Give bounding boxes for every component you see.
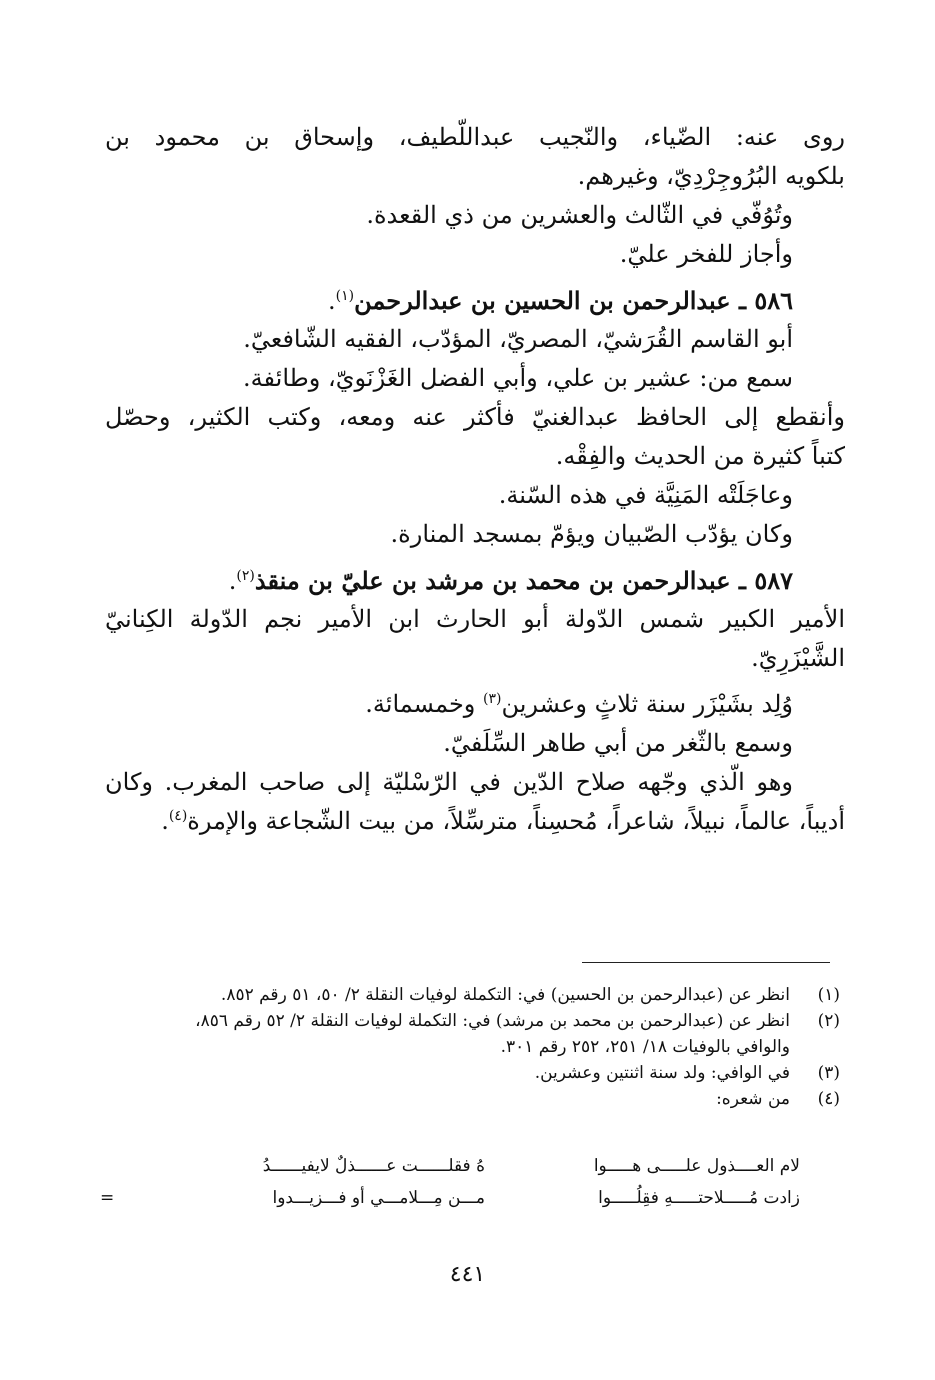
text-line: الشَّيْزَرِيّ. <box>751 644 845 672</box>
footnote-ref: (٤) <box>168 808 188 824</box>
text-line: روى عنه: الضّياء، والنّجيب عبداللّطيف، وإسحاق بن محمود بن <box>105 123 845 151</box>
text-line: بلكويه البُرُوجِرْدِيّ، وغيرهم. <box>577 162 845 190</box>
poem-verses <box>100 1150 800 1214</box>
text-line: وسمع بالثّغر من أبي طاهر السِّلَفيّ. <box>443 729 793 757</box>
period: . <box>328 287 336 315</box>
footnote-separator <box>582 962 830 963</box>
footnote-number: (٣) <box>817 1063 840 1083</box>
text-line: وأجاز للفخر عليّ. <box>619 240 793 268</box>
footnote <box>135 1008 840 1060</box>
footnotes <box>135 982 840 1112</box>
text-segment: وخمسمائة. <box>365 690 476 718</box>
footnote-number: (١) <box>817 985 840 1005</box>
verse-line <box>100 1150 800 1182</box>
footnote <box>135 1060 840 1086</box>
verse-line <box>100 1182 800 1214</box>
text-line: وتُوُفّي في الثّالث والعشرين من ذي القعدة. <box>366 201 793 229</box>
text-line: وكان يؤدّب الصّبيان ويؤمّ بمسجد المنارة. <box>390 520 793 548</box>
text-line: الأمير الكبير شمس الدّولة أبو الحارث ابن الأمير نجم الدّولة الكِنانيّ <box>105 605 845 633</box>
continuation-mark: = <box>100 1188 115 1208</box>
text-line: وهو الّذي وجّهه صلاح الدّين في الرّسْليّة إلى صاحب المغرب. وكان <box>105 768 793 796</box>
period: . <box>161 807 169 835</box>
footnote-text: انظر عن (عبدالرحمن بن محمد بن مرشد) في: التكملة لوفيات النقلة ٢/ ٥٢ رقم ٨٥٦، <box>195 1011 790 1031</box>
footnote-text: والوافي بالوفيات ١٨/ ٢٥١، ٢٥٢ رقم ٣٠١. <box>500 1037 790 1057</box>
text-line <box>105 685 845 724</box>
footnote-number: (٤) <box>817 1089 840 1109</box>
verse-second-hemistich: مـــن مِـــلامـــي أو فـــزيـــدوا <box>272 1188 485 1208</box>
verse-first-hemistich: زادت مُـــــلاحتـــــهِ فقِلُـــــوا <box>598 1188 800 1208</box>
text-line: وأنقطع إلى الحافظ عبدالغنيّ فأكثر عنه ومعه، وكتب الكثير، وحصّل <box>105 403 845 431</box>
entry-heading-587 <box>105 561 845 600</box>
period: . <box>228 567 237 595</box>
footnote <box>135 1086 840 1112</box>
text-line: سمع من: عشير بن علي، وأبي الفضل الغَزْنَويّ، وطائفة. <box>243 364 793 392</box>
entry-title: ٥٨٧ ـ عبدالرحمن بن محمد بن مرشد بن عليّ بن منقذ <box>254 566 793 595</box>
footnote-text: انظر عن (عبدالرحمن بن الحسين) في: التكملة لوفيات النقلة ٢/ ٥٠، ٥١ رقم ٨٥٢. <box>220 985 790 1005</box>
main-text <box>105 118 845 841</box>
footnote-text: في الوافي: ولد سنة اثنتين وعشرين. <box>534 1063 790 1083</box>
footnote-ref: (١) <box>335 288 355 304</box>
verse-second-hemistich: هُ فقلــــــت عــــــذلٌ لايفيــــــدُ <box>262 1156 485 1176</box>
text-line: أبو القاسم القُرَشيّ، المصريّ، المؤدّب، الفقيه الشّافعيّ. <box>243 325 793 353</box>
page-number: ٤٤١ <box>449 1262 486 1287</box>
footnote-ref: (٣) <box>483 691 502 707</box>
footnote <box>135 982 840 1008</box>
text-segment: وُلِد بشَيْزَر سنة ثلاثٍ وعشرين <box>501 690 793 718</box>
footnote-ref: (٢) <box>236 568 255 584</box>
verse-first-hemistich: لام العــــذول علـــــى هـــــوا <box>593 1156 800 1176</box>
footnote-text: من شعره: <box>716 1089 790 1109</box>
text-segment: أديباً، عالماً، نبيلاً، شاعراً، مُحسِناً، مترسِّلاً، من بيت الشّجاعة والإمرة <box>187 807 845 835</box>
footnote-number: (٢) <box>817 1011 840 1031</box>
entry-heading-586 <box>105 281 845 320</box>
text-line: كتباً كثيرة من الحديث والفِقْه. <box>555 442 845 470</box>
entry-title: ٥٨٦ ـ عبدالرحمن بن الحسين بن عبدالرحمن <box>354 286 793 315</box>
text-line: وعاجَلَتْه المَنِيَّة في هذه السّنة. <box>498 481 793 509</box>
text-line <box>105 802 845 841</box>
